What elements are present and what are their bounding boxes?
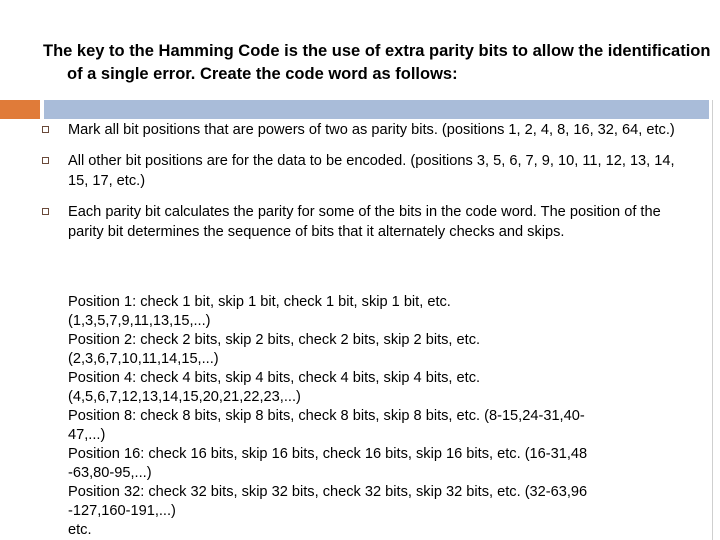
bullet-item	[45, 151, 695, 191]
square-bullet-icon	[42, 126, 49, 133]
bullet-text: Each parity bit calculates the parity for some of the bits in the code word. The position of the parity bit determines the sequence of bits that it alternately checks and skips.	[68, 204, 661, 240]
bullet-list	[45, 120, 695, 253]
slide-title: The key to the Hamming Code is the use of extra parity bits to allow the identification of a single error. Create the code word as follows:	[43, 42, 711, 83]
square-bullet-icon	[42, 208, 49, 215]
accent-bar-blue	[44, 100, 709, 119]
bullet-item	[45, 120, 695, 140]
accent-bar-orange	[0, 100, 40, 119]
position-line: 47,...)	[68, 427, 106, 443]
position-line: etc.	[68, 522, 92, 538]
position-line: (4,5,6,7,12,13,14,15,20,21,22,23,...)	[68, 389, 301, 405]
position-line: Position 2: check 2 bits, skip 2 bits, check 2 bits, skip 2 bits, etc.	[68, 332, 481, 348]
position-line: (1,3,5,7,9,11,13,15,...)	[68, 313, 211, 329]
position-line: Position 16: check 16 bits, skip 16 bits, check 16 bits, skip 16 bits, etc. (16-31,48	[68, 446, 588, 462]
bullet-text: All other bit positions are for the data to be encoded. (positions 3, 5, 6, 7, 9, 10, 11, 12, 13, 14, 15, 17, etc.)	[68, 153, 675, 189]
bullet-text: Mark all bit positions that are powers of two as parity bits. (positions 1, 2, 4, 8, 16, 32, 64, etc.)	[68, 122, 675, 138]
position-line: Position 32: check 32 bits, skip 32 bits, check 32 bits, skip 32 bits, etc. (32-63,96	[68, 484, 588, 500]
side-divider	[709, 100, 720, 540]
position-line: Position 8: check 8 bits, skip 8 bits, check 8 bits, skip 8 bits, etc. (8-15,24-31,40-	[68, 408, 585, 424]
position-line: -127,160-191,...)	[68, 503, 176, 519]
bullet-item	[45, 202, 695, 242]
position-line: Position 4: check 4 bits, skip 4 bits, check 4 bits, skip 4 bits, etc.	[68, 370, 481, 386]
position-line: -63,80-95,...)	[68, 465, 152, 481]
position-line: Position 1: check 1 bit, skip 1 bit, check 1 bit, skip 1 bit, etc.	[68, 294, 451, 310]
position-rules	[68, 293, 693, 540]
square-bullet-icon	[42, 157, 49, 164]
position-line: (2,3,6,7,10,11,14,15,...)	[68, 351, 219, 367]
